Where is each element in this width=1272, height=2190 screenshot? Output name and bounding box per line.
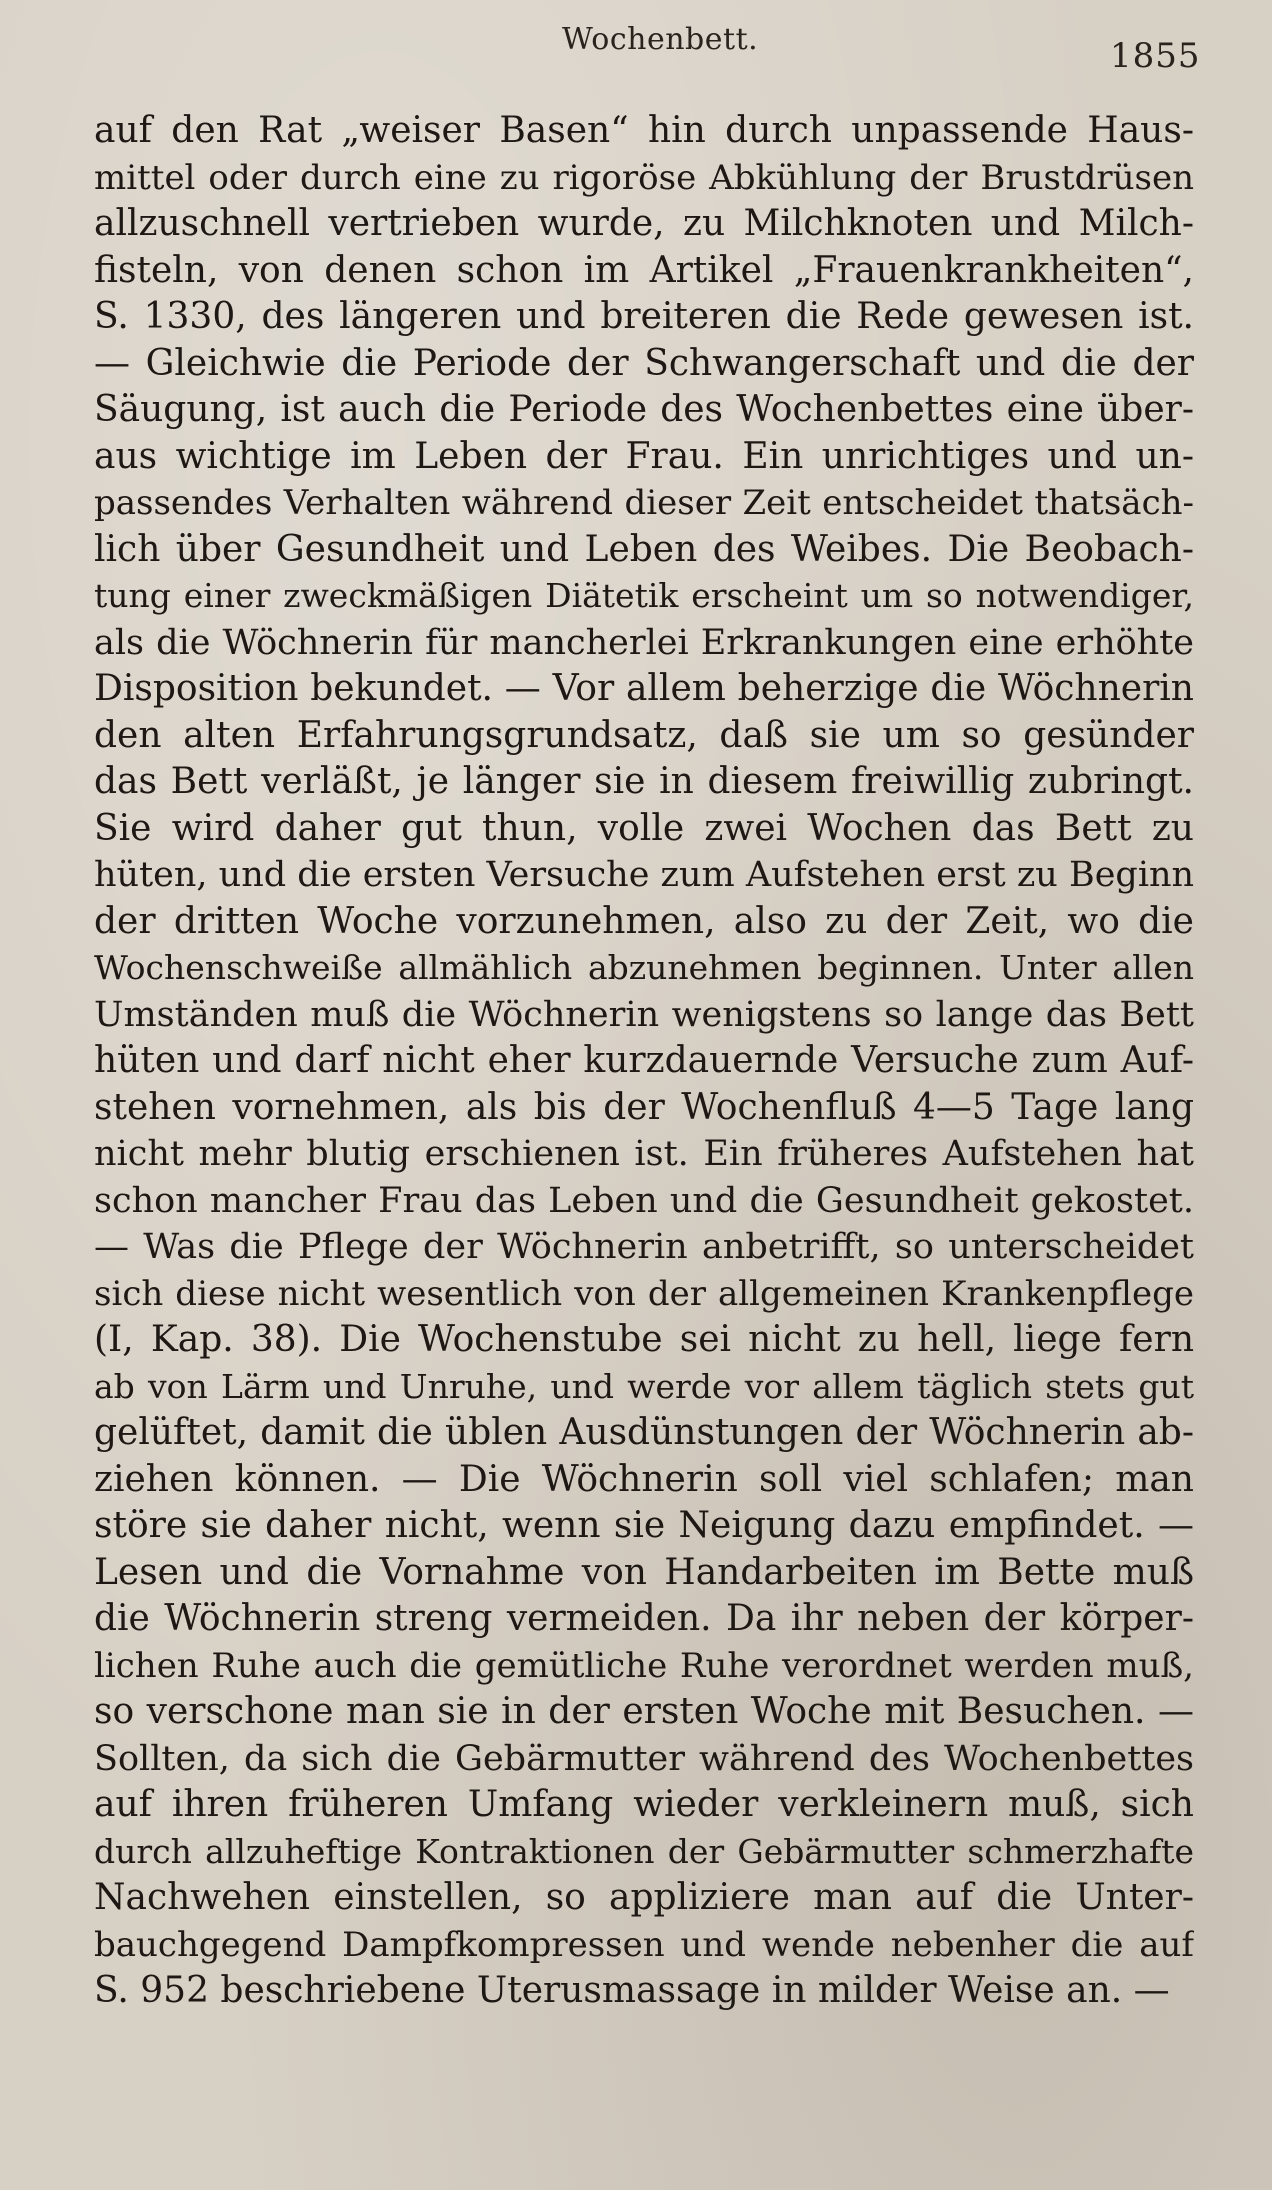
text-line: auf den Rat „weiser Basen“ hin durch unpassende Haus- bbox=[94, 110, 1194, 151]
text-line: den alten Erfahrungsgrundsatz, daß sie um so gesünder bbox=[94, 714, 1194, 756]
text-line: Nachwehen einstellen, so appliziere man auf die Unter- bbox=[94, 1877, 1194, 1918]
text-line: Lesen und die Vornahme von Handarbeiten im Bette muß bbox=[94, 1551, 1194, 1593]
body-text bbox=[94, 108, 1194, 2015]
text-line: bauchgegend Dampfkompressen und wende nebenher die auf bbox=[94, 1924, 1194, 1965]
text-line: Disposition bekundet. — Vor allem beherzige die Wöchnerin bbox=[94, 668, 1194, 709]
text-line: Sollten, da sich die Gebärmutter während des Wochenbettes bbox=[94, 1738, 1194, 1779]
text-line: allzuschnell vertrieben wurde, zu Milchknoten und Milch- bbox=[94, 203, 1194, 244]
text-line: aus wichtige im Leben der Frau. Ein unrichtiges und un- bbox=[94, 435, 1194, 477]
text-line: Umständen muß die Wöchnerin wenigstens so lange das Bett bbox=[94, 994, 1194, 1035]
text-line: (I, Kap. 38). Die Wochenstube sei nicht zu hell, liege fern bbox=[94, 1319, 1194, 1360]
text-line: schon mancher Frau das Leben und die Gesundheit gekostet. bbox=[94, 1180, 1194, 1221]
text-line: hüten, und die ersten Versuche zum Aufstehen erst zu Beginn bbox=[94, 855, 1194, 895]
text-line: Säugung, ist auch die Periode des Wochenbettes eine über- bbox=[94, 389, 1194, 430]
text-line: nicht mehr blutig erschienen ist. Ein früheres Aufstehen hat bbox=[94, 1134, 1194, 1174]
text-line: die Wöchnerin streng vermeiden. Da ihr neben der körper- bbox=[94, 1598, 1194, 1639]
text-line: Wochenschweiße allmählich abzunehmen beginnen. Unter allen bbox=[94, 948, 1194, 987]
text-line: mittel oder durch eine zu rigoröse Abkühlung der Brustdrüsen bbox=[94, 157, 1194, 198]
text-line: hüten und darf nicht eher kurzdauernde Versuche zum Auf- bbox=[94, 1040, 1194, 1081]
running-head-title: Wochenbett. bbox=[562, 22, 759, 57]
text-line: das Bett verläßt, je länger sie in diesem freiwillig zubringt. bbox=[94, 761, 1194, 802]
text-line: Sie wird daher gut thun, volle zwei Wochen das Bett zu bbox=[94, 807, 1194, 849]
text-line: fisteln, von denen schon im Artikel „Frauenkrankheiten“, bbox=[94, 249, 1194, 291]
text-line: als die Wöchnerin für mancherlei Erkrankungen eine erhöhte bbox=[94, 622, 1194, 663]
text-line: — Was die Pflege der Wöchnerin anbetrifft, so unterscheidet bbox=[94, 1227, 1194, 1267]
text-line: sich diese nicht wesentlich von der allgemeinen Krankenpflege bbox=[94, 1273, 1194, 1314]
text-line: so verschone man sie in der ersten Woche mit Besuchen. — bbox=[94, 1691, 1194, 1732]
text-line: durch allzuheftige Kontraktionen der Gebärmutter schmerzhafte bbox=[94, 1831, 1194, 1871]
text-line: S. 952 beschriebene Uterusmassage in milder Weise an. — bbox=[94, 1970, 1170, 2011]
text-line: tung einer zweckmäßigen Diätetik erscheint um so notwendiger, bbox=[94, 576, 1194, 615]
text-line: der dritten Woche vorzunehmen, also zu der Zeit, wo die bbox=[94, 900, 1194, 942]
text-line: ab von Lärm und Unruhe, und werde vor allem täglich stets gut bbox=[94, 1366, 1194, 1406]
text-line: gelüftet, damit die üblen Ausdünstungen der Wöchnerin ab- bbox=[94, 1412, 1194, 1453]
text-line: — Gleichwie die Periode der Schwangerschaft und die der bbox=[94, 342, 1194, 384]
text-line: ziehen können. — Die Wöchnerin soll viel schlafen; man bbox=[94, 1458, 1194, 1500]
text-line: passendes Verhalten während dieser Zeit entscheidet thatsäch- bbox=[94, 483, 1194, 523]
page-number: 1855 bbox=[1110, 36, 1201, 76]
text-line: störe sie daher nicht, wenn sie Neigung dazu empfindet. — bbox=[94, 1505, 1194, 1546]
text-line: lich über Gesundheit und Leben des Weibes. Die Beobach- bbox=[94, 528, 1194, 570]
text-line: S. 1330, des längeren und breiteren die Rede gewesen ist. bbox=[94, 296, 1194, 337]
text-line: lichen Ruhe auch die gemütliche Ruhe verordnet werden muß, bbox=[94, 1645, 1194, 1686]
text-line: auf ihren früheren Umfang wieder verkleinern muß, sich bbox=[94, 1784, 1194, 1825]
text-line: stehen vornehmen, als bis der Wochenfluß 4—5 Tage lang bbox=[94, 1086, 1194, 1128]
